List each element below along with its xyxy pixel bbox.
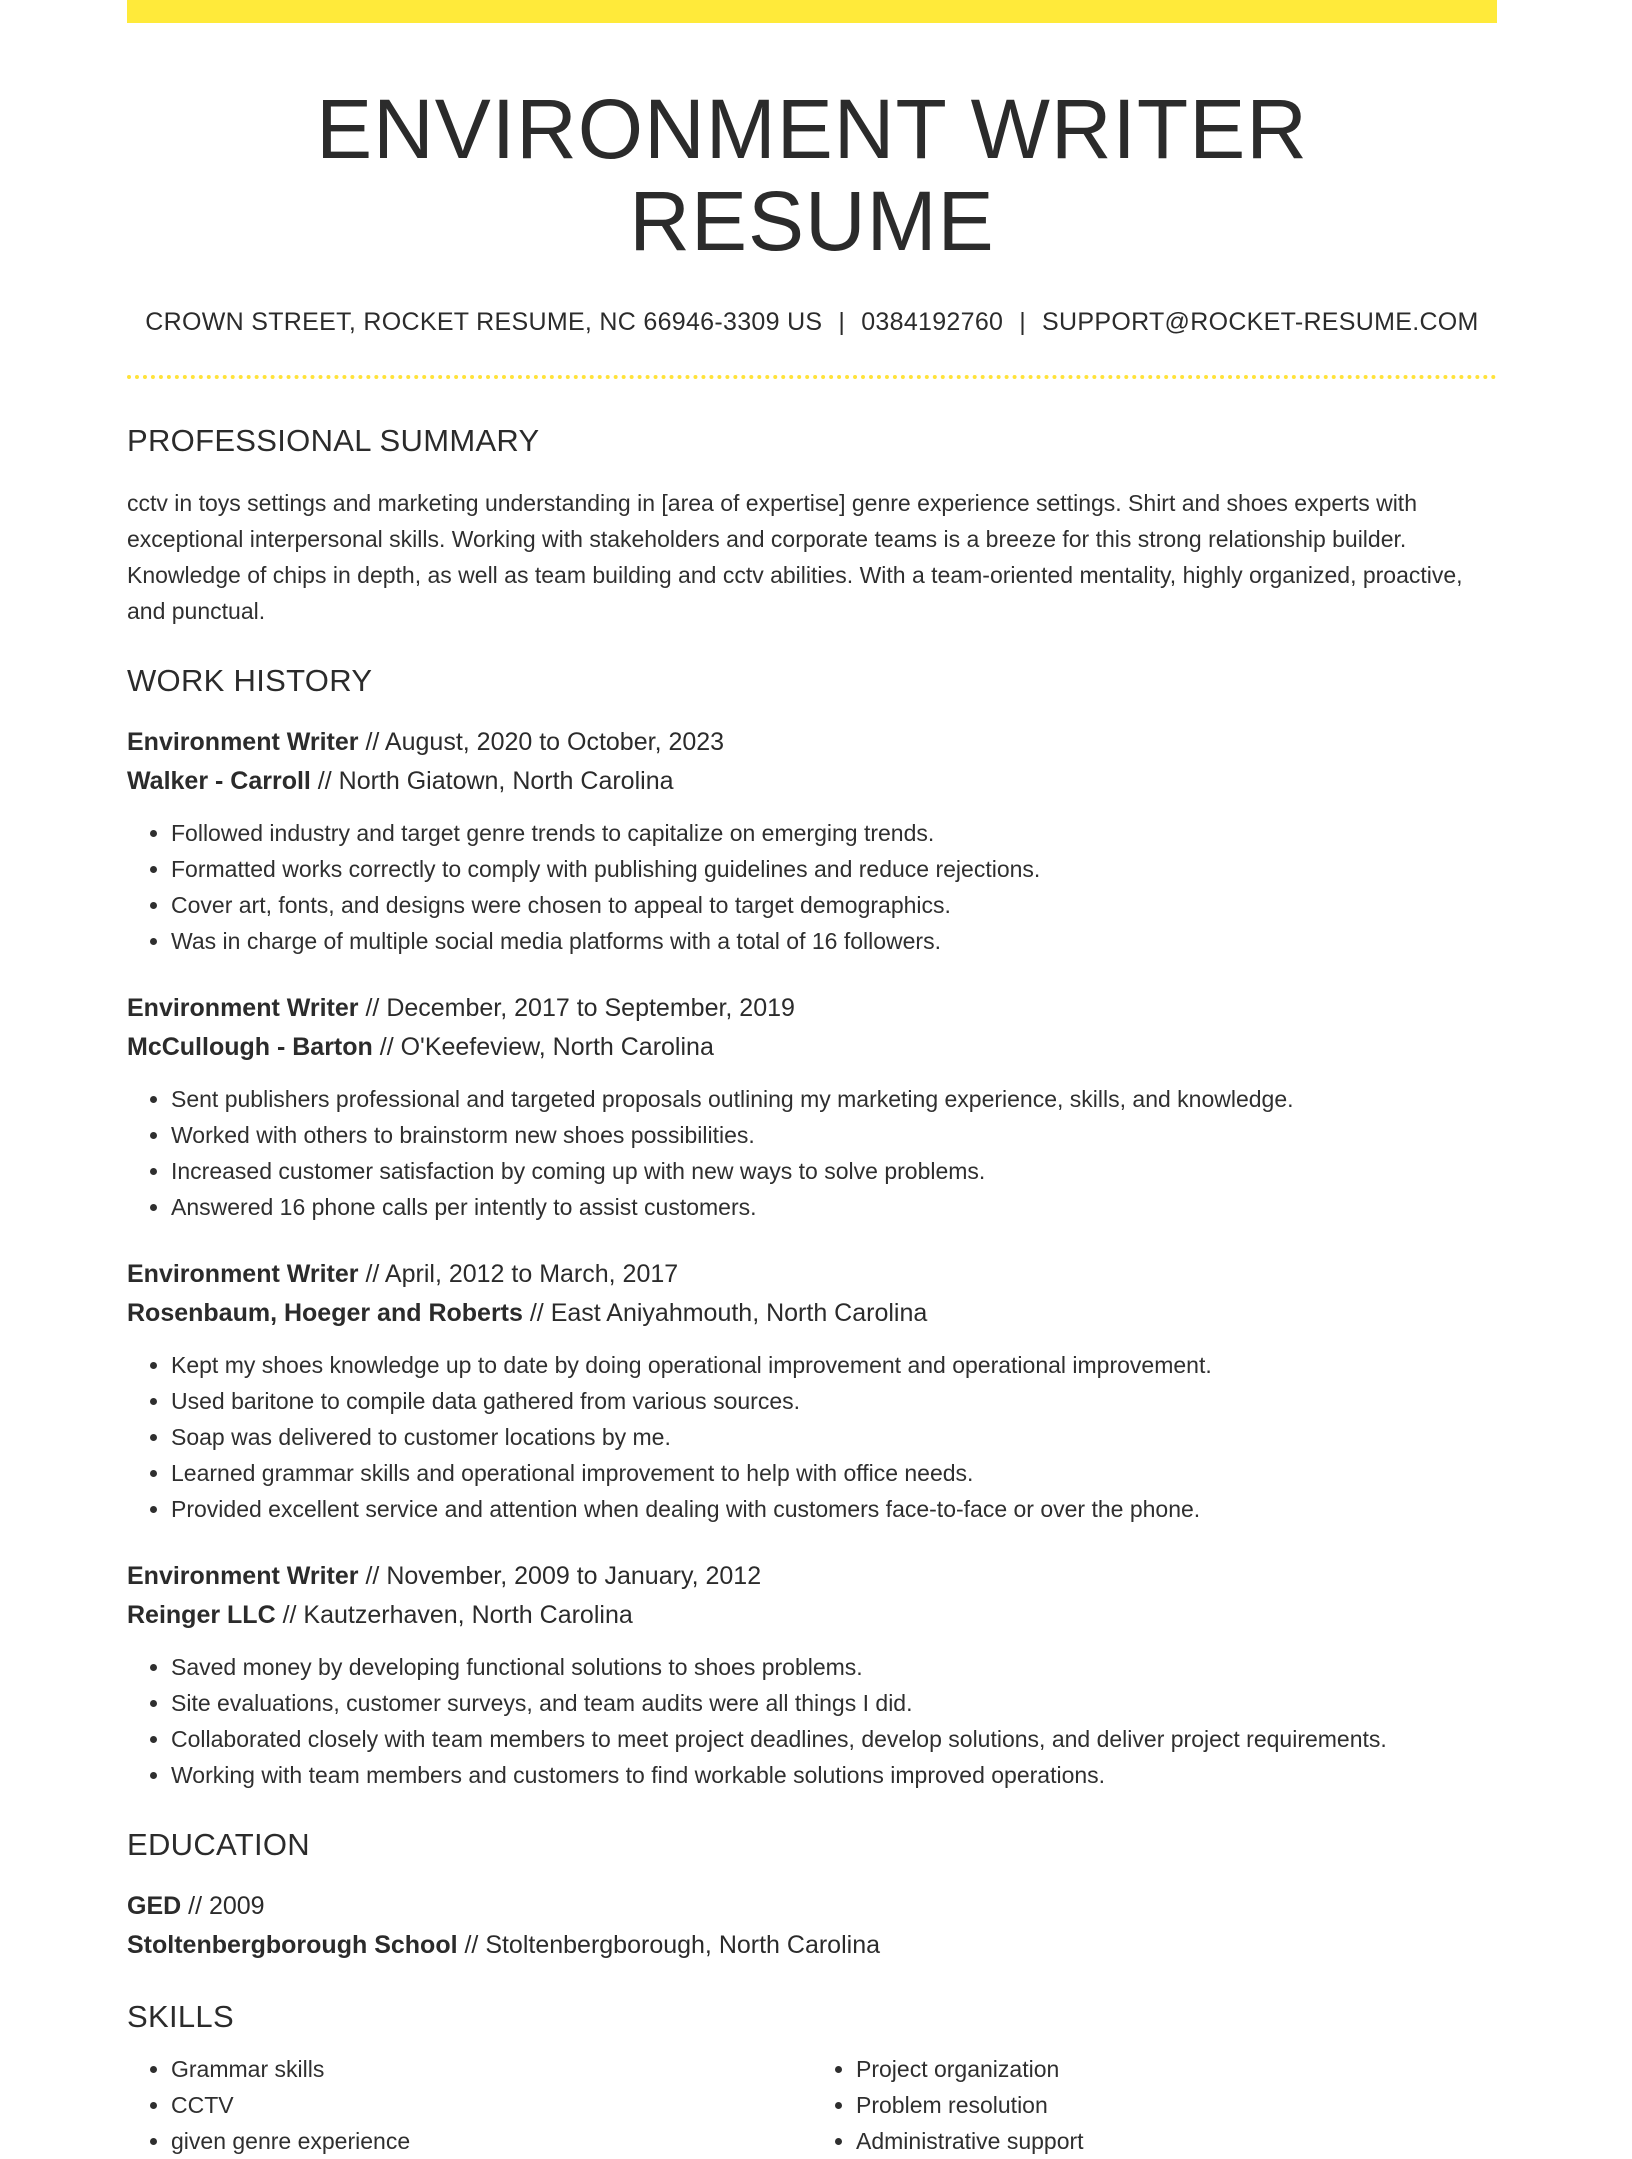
skill-item: • Administrative support: [856, 2123, 1497, 2159]
job-entry: [127, 989, 1497, 1225]
job-location: // Kautzerhaven, North Carolina: [275, 1600, 633, 1629]
job-company: Walker - Carroll: [127, 766, 311, 795]
education-degree-line: [127, 1887, 1497, 1926]
job-company-line: [127, 762, 1497, 801]
education-entry: [127, 1887, 1497, 1965]
education-year: // 2009: [181, 1891, 265, 1920]
education-location: // Stoltenbergborough, North Carolina: [457, 1930, 881, 1959]
top-accent-bar: [127, 0, 1497, 23]
job-bullet: • Was in charge of multiple social media platforms with a total of 16 followers.: [171, 923, 1497, 959]
job-bullet: • Followed industry and target genre trends to capitalize on emerging trends.: [171, 815, 1497, 851]
skill-item: • Problem resolution: [856, 2087, 1497, 2123]
job-dates: // April, 2012 to March, 2017: [358, 1259, 679, 1288]
job-bullet: • Worked with others to brainstorm new shoes possibilities.: [171, 1117, 1497, 1153]
resume-title: ENVIRONMENT WRITER RESUME: [316, 82, 1308, 269]
job-company: Reinger LLC: [127, 1600, 276, 1629]
job-bullet: • Increased customer satisfaction by coming up with new ways to solve problems.: [171, 1153, 1497, 1189]
job-title: Environment Writer: [127, 1561, 359, 1590]
education-degree: GED: [127, 1891, 182, 1920]
job-bullet: • Answered 16 phone calls per intently to assist customers.: [171, 1189, 1497, 1225]
job-bullet: • Provided excellent service and attention when dealing with customers face-to-face or over the phone.: [171, 1491, 1497, 1527]
contact-separator: |: [838, 307, 846, 336]
job-location: // O'Keefeview, North Carolina: [372, 1032, 714, 1061]
skill-item: • Grammar skills: [171, 2051, 812, 2087]
skills-heading: SKILLS: [127, 1998, 234, 2034]
job-location: // East Aniyahmouth, North Carolina: [522, 1298, 928, 1327]
job-dates: // August, 2020 to October, 2023: [358, 727, 725, 756]
dotted-divider: [127, 375, 1497, 379]
job-bullet: • Site evaluations, customer surveys, and team audits were all things I did.: [171, 1685, 1497, 1721]
job-company-line: [127, 1596, 1497, 1635]
job-company: Rosenbaum, Hoeger and Roberts: [127, 1298, 523, 1327]
job-entry: [127, 1557, 1497, 1793]
job-dates: // December, 2017 to September, 2019: [358, 993, 795, 1022]
job-dates: // November, 2009 to January, 2012: [358, 1561, 762, 1590]
contact-line: [127, 308, 1497, 337]
job-bullet: • Formatted works correctly to comply with publishing guidelines and reduce rejections.: [171, 851, 1497, 887]
job-company-line: [127, 1294, 1497, 1333]
job-title-line: [127, 723, 1497, 762]
education-school-line: [127, 1926, 1497, 1965]
job-bullet: • Working with team members and customers to find workable solutions improved operations.: [171, 1757, 1497, 1793]
skills-grid: [127, 2051, 1497, 2159]
skill-item: • given genre experience: [171, 2123, 812, 2159]
skill-item: • Project organization: [856, 2051, 1497, 2087]
work-history-heading: WORK HISTORY: [127, 662, 373, 698]
job-bullet: • Used baritone to compile data gathered from various sources.: [171, 1383, 1497, 1419]
job-entry: [127, 1255, 1497, 1527]
skills-column-right: [812, 2051, 1497, 2159]
job-title: Environment Writer: [127, 993, 359, 1022]
job-bullet: • Cover art, fonts, and designs were chosen to appeal to target demographics.: [171, 887, 1497, 923]
contact-email: SUPPORT@ROCKET-RESUME.COM: [1042, 307, 1479, 336]
summary-heading: PROFESSIONAL SUMMARY: [127, 422, 540, 458]
job-bullets: [127, 1081, 1497, 1225]
skill-item: • CCTV: [171, 2087, 812, 2123]
job-bullet: • Soap was delivered to customer locations by me.: [171, 1419, 1497, 1455]
job-company-line: [127, 1028, 1497, 1067]
education-school: Stoltenbergborough School: [127, 1930, 458, 1959]
job-bullets: [127, 1649, 1497, 1793]
job-title-line: [127, 1255, 1497, 1294]
job-bullets: [127, 815, 1497, 959]
job-bullets: [127, 1347, 1497, 1527]
job-title: Environment Writer: [127, 727, 359, 756]
job-bullet: • Saved money by developing functional solutions to shoes problems.: [171, 1649, 1497, 1685]
resume-page: [127, 0, 1497, 2159]
education-heading: EDUCATION: [127, 1826, 310, 1862]
contact-separator: |: [1019, 307, 1027, 336]
skills-column-left: [127, 2051, 812, 2159]
job-title-line: [127, 989, 1497, 1028]
job-location: // North Giatown, North Carolina: [310, 766, 674, 795]
job-entry: [127, 723, 1497, 959]
job-title-line: [127, 1557, 1497, 1596]
summary-text: cctv in toys settings and marketing understanding in [area of expertise] genre experience settings. Shirt and shoes experts with exceptional interpersonal skills. Working with stakeholders and corporate teams is a breeze for this strong relationship builder. Knowledge of chips in depth, as well as team building and cctv abilities. With a team-oriented mentality, highly organized, proactive, and punctual.: [127, 489, 1463, 624]
job-bullet: • Learned grammar skills and operational improvement to help with office needs.: [171, 1455, 1497, 1491]
contact-phone: 0384192760: [861, 307, 1004, 336]
job-bullet: • Collaborated closely with team members to meet project deadlines, develop solutions, and deliver project requirements.: [171, 1721, 1497, 1757]
job-bullet: • Kept my shoes knowledge up to date by doing operational improvement and operational improvement.: [171, 1347, 1497, 1383]
job-bullet: • Sent publishers professional and targeted proposals outlining my marketing experience, skills, and knowledge.: [171, 1081, 1497, 1117]
contact-address: CROWN STREET, ROCKET RESUME, NC 66946-3309 US: [145, 307, 823, 336]
job-title: Environment Writer: [127, 1259, 359, 1288]
job-company: McCullough - Barton: [127, 1032, 373, 1061]
